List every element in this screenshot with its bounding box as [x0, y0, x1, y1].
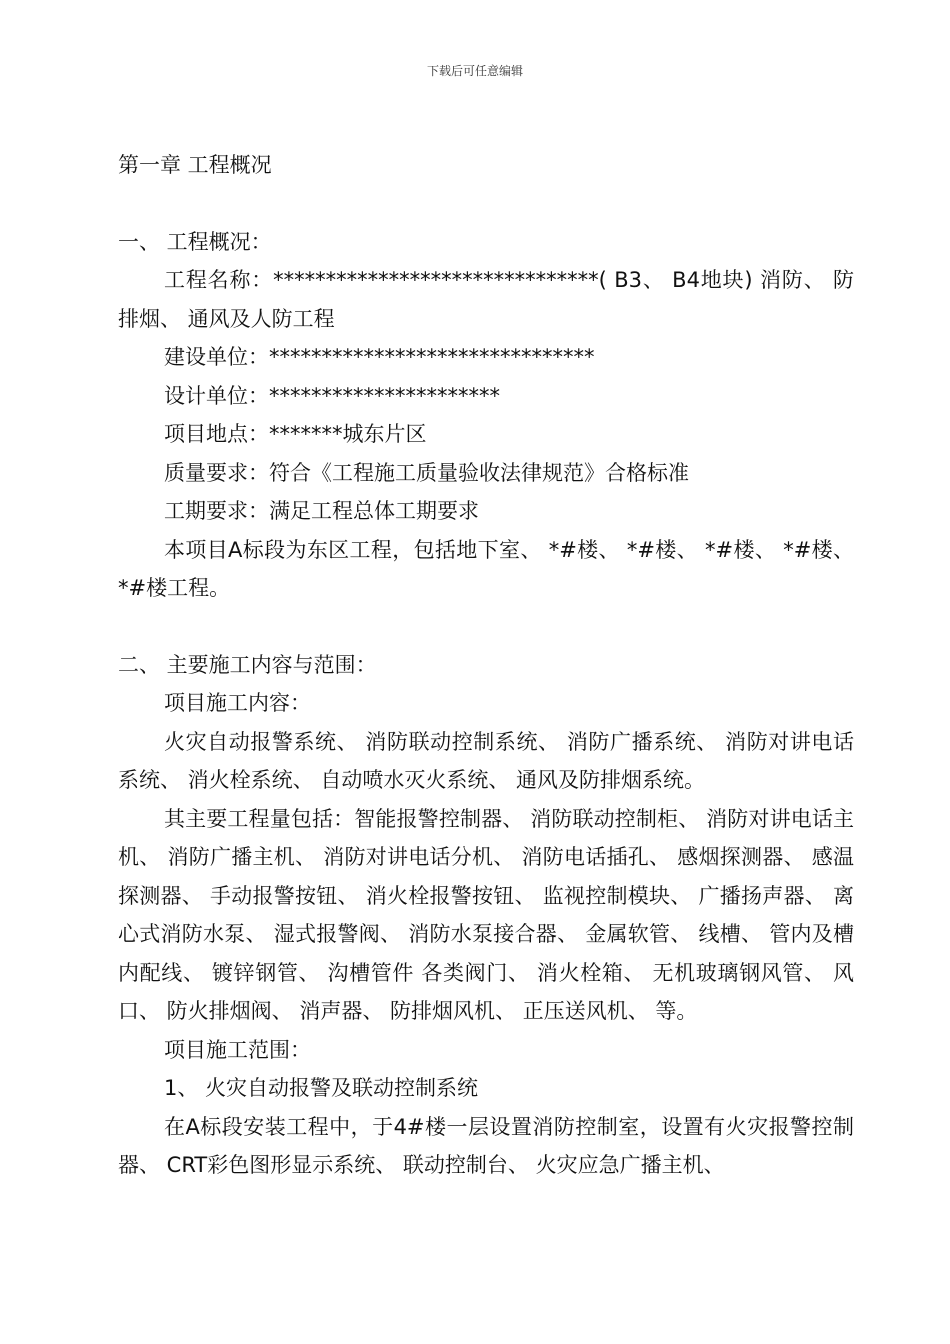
location-line: 项目地点：*******城东片区 — [164, 422, 427, 446]
scope-item-1-text: 在A标段安装工程中，于4#楼一层设置消防控制室，设置有火灾报警控制器、 CRT彩色图形显示系统、 联动控制台、 火灾应急广播主机、 — [118, 1114, 854, 1177]
section-1-heading: 一、 工程概况： — [118, 229, 272, 254]
quality-line: 质量要求：符合《工程施工质量验收法律规范》合格标准 — [164, 460, 689, 485]
project-name-line: 工程名称：*******************************( B3、 B4地块) 消防、 防排烟、 通风及人防工程 — [118, 268, 854, 331]
chapter-title: 第一章 工程概况 — [118, 153, 272, 177]
content-systems: 火灾自动报警系统、 消防联动控制系统、 消防广播系统、 消防对讲电话系统、 消火栓系统、 自动喷水灭火系统、 通风及防排烟系统。 — [118, 729, 854, 792]
designer-line: 设计单位：********************** — [164, 383, 500, 408]
scope-summary-line: 本项目A标段为东区工程，包括地下室、 *#楼、 *#楼、 *#楼、 *#楼、 *#楼工程。 — [118, 537, 854, 600]
section-2-heading: 二、 主要施工内容与范围： — [118, 652, 377, 677]
client-line: 建设单位：******************************* — [164, 345, 595, 369]
content-quantities: 其主要工程量包括：智能报警控制器、 消防联动控制柜、 消防对讲电话主机、 消防广播主机、 消防对讲电话分机、 消防电话插孔、 感烟探测器、 感温探测器、 手动报警按钮、 消火栓报警按钮、 监视控制模块、 广播扬声器、 离心式消防水泵、 湿式报警阀、 消防水泵接合器、 金属软管、 线槽、 管内及槽内配线、 镀锌钢管、 沟槽管件 各类阀门、 消火栓箱、 无机玻璃钢风管、 风口、 防火排烟阀、 消声器、 防排烟风机、 正压送风机、 等。 — [118, 806, 854, 1023]
content-label: 项目施工内容： — [164, 691, 311, 715]
scope-item-1-title: 1、 火灾自动报警及联动控制系统 — [164, 1076, 479, 1100]
header-note: 下载后可任意编辑 — [426, 64, 523, 78]
schedule-line: 工期要求：满足工程总体工期要求 — [164, 499, 479, 523]
paragraph-gap — [118, 608, 854, 646]
scope-label: 项目施工范围： — [164, 1037, 311, 1062]
document-body — [118, 146, 854, 1185]
